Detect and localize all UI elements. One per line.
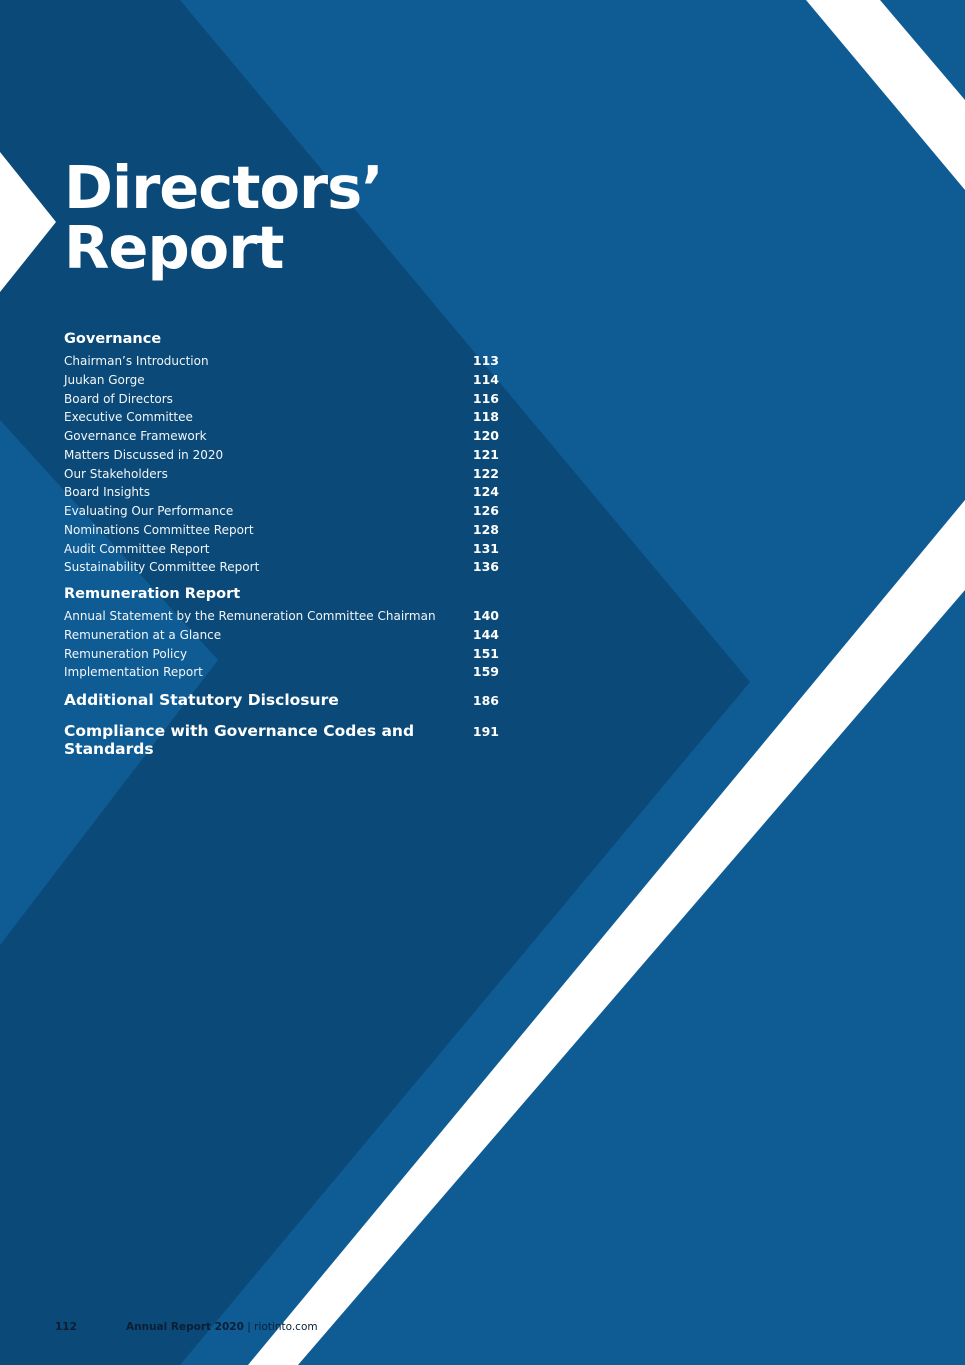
toc-entry-page: 159 xyxy=(472,664,499,680)
toc-entry-label: Sustainability Committee Report xyxy=(64,560,260,575)
toc-entry-page: 116 xyxy=(472,390,499,406)
toc-entry-page: 140 xyxy=(472,608,499,623)
toc-heading-label: Governance xyxy=(64,331,162,347)
toc-entry[interactable] xyxy=(64,372,504,391)
footer-separator: | xyxy=(243,1321,255,1333)
toc-heading-page: 186 xyxy=(472,693,499,708)
top-right-stripe xyxy=(806,0,965,190)
toc-entry-label: Evaluating Our Performance xyxy=(64,504,234,518)
toc-entry[interactable] xyxy=(64,664,504,683)
toc-entry-page: 131 xyxy=(472,540,499,556)
page-title-line-2: Report xyxy=(64,213,284,282)
toc-entry-label: Nominations Committee Report xyxy=(64,522,254,537)
page-footer xyxy=(55,1321,318,1333)
toc-entry-label: Annual Statement by the Remuneration Committee Chairman xyxy=(64,609,436,623)
toc-entry-page: 126 xyxy=(472,503,499,518)
page-title xyxy=(64,153,383,282)
toc-entry-label: Board of Directors xyxy=(64,391,173,406)
toc-entry[interactable] xyxy=(64,503,504,522)
toc-entry-label: Executive Committee xyxy=(64,410,193,425)
toc-section-compliance xyxy=(64,722,504,758)
toc-entry[interactable] xyxy=(64,353,504,372)
toc-entry-label: Board Insights xyxy=(64,485,150,500)
toc-heading-label: Additional Statutory Disclosure xyxy=(64,691,339,709)
toc-entry[interactable] xyxy=(64,466,504,485)
toc-entry[interactable] xyxy=(64,627,504,646)
toc-section-heading[interactable] xyxy=(64,586,504,608)
toc-entry-page: 113 xyxy=(472,353,499,368)
footer-page-number: 112 xyxy=(55,1321,77,1333)
toc-entry-label: Our Stakeholders xyxy=(64,466,168,481)
toc-entry-page: 144 xyxy=(472,626,499,642)
toc-entry-page: 128 xyxy=(472,521,499,537)
toc-section-statutory xyxy=(64,691,504,714)
page-title-line-1: Directors’ xyxy=(64,153,383,222)
toc-entry[interactable] xyxy=(64,522,504,541)
toc-entry-label: Governance Framework xyxy=(64,429,207,443)
toc-entry[interactable] xyxy=(64,646,504,665)
toc-entry-label: Chairman’s Introduction xyxy=(64,354,209,368)
toc-entry-label: Matters Discussed in 2020 xyxy=(64,447,224,462)
toc-entry[interactable] xyxy=(64,409,504,428)
toc-entry-label: Remuneration at a Glance xyxy=(64,627,222,642)
toc-entry-label: Implementation Report xyxy=(64,665,203,680)
toc-entry-page: 124 xyxy=(472,484,499,500)
toc-entry-page: 151 xyxy=(472,645,499,661)
toc-entry[interactable] xyxy=(64,484,504,503)
toc-entry-page: 114 xyxy=(472,371,499,387)
footer-report-title: Annual Report 2020 xyxy=(126,1321,244,1333)
toc-entry[interactable] xyxy=(64,391,504,410)
footer-website-link[interactable]: riotinto.com xyxy=(254,1321,318,1333)
toc-entry[interactable] xyxy=(64,447,504,466)
toc-entry-label: Remuneration Policy xyxy=(64,646,188,661)
toc-heading-label: Compliance with Governance Codes and Standards xyxy=(64,722,415,758)
toc-entry[interactable] xyxy=(64,428,504,447)
toc-entry-page: 122 xyxy=(472,465,499,481)
toc-entry-page: 121 xyxy=(472,446,499,462)
toc-heading-label: Remuneration Report xyxy=(64,586,241,602)
toc-section-heading[interactable] xyxy=(64,691,504,714)
toc-entry[interactable] xyxy=(64,559,504,578)
toc-section-governance xyxy=(64,331,504,578)
table-of-contents xyxy=(64,331,504,758)
toc-section-heading[interactable] xyxy=(64,331,504,353)
toc-section-heading[interactable] xyxy=(64,722,504,758)
toc-section-remuneration xyxy=(64,586,504,683)
toc-entry-page: 136 xyxy=(472,559,499,575)
toc-entry[interactable] xyxy=(64,541,504,560)
toc-entry[interactable] xyxy=(64,608,504,627)
toc-entry-page: 120 xyxy=(472,428,499,443)
toc-heading-page: 191 xyxy=(472,724,499,739)
toc-entry-label: Audit Committee Report xyxy=(64,541,210,556)
toc-entry-page: 118 xyxy=(472,409,499,425)
toc-entry-label: Juukan Gorge xyxy=(64,372,145,387)
